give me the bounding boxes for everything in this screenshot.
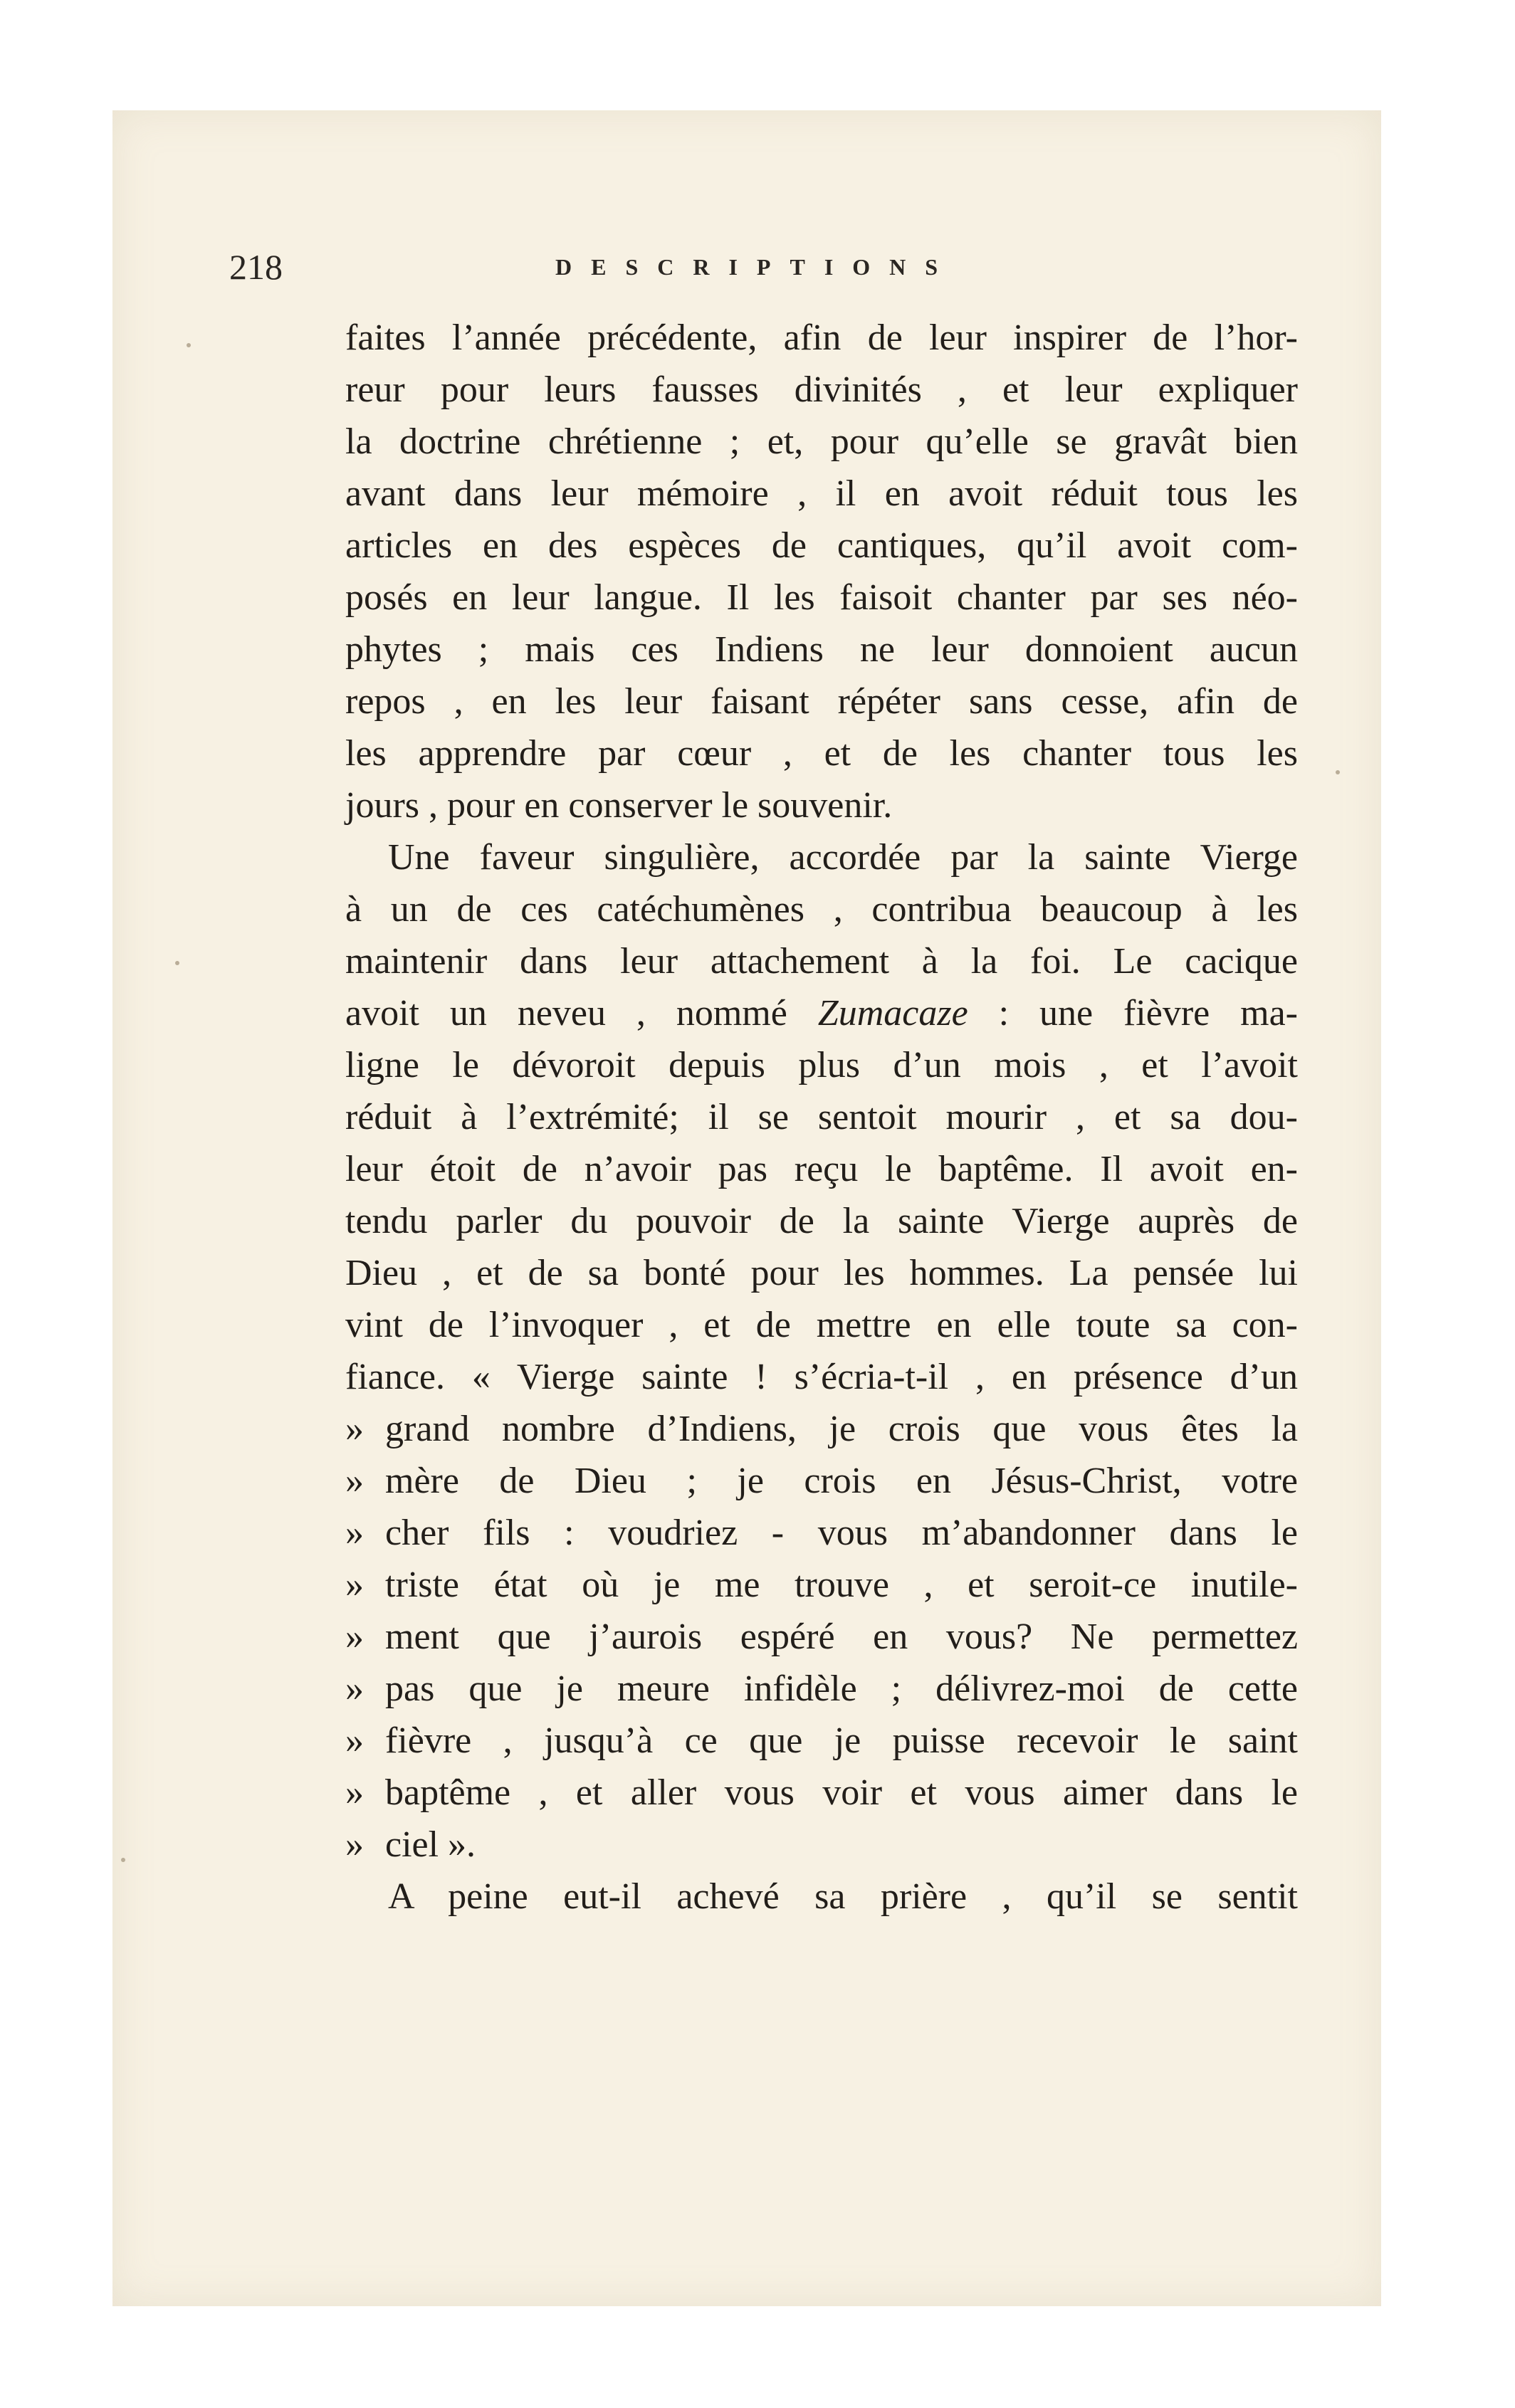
text-line: les apprendre par cœur , et de les chanter tous les <box>345 733 1298 774</box>
text-line: avant dans leur mémoire , il en avoit réduit tous les <box>345 473 1298 514</box>
text-line: jours , pour en conserver le souvenir. <box>345 785 893 826</box>
quote-text: cher fils : voudriez - vous m’abandonner dans le <box>385 1513 1298 1553</box>
text-line: la doctrine chrétienne ; et, pour qu’elle se gravât bien <box>345 421 1298 462</box>
quote-text: ment que j’aurois espéré en vous? Ne permettez <box>385 1616 1298 1657</box>
paper-speck <box>187 343 191 347</box>
person-name: Zumacaze <box>817 993 968 1034</box>
quote-text: triste état où je me trouve , et seroit-ce inutile- <box>385 1565 1298 1605</box>
text-line: vint de l’invoquer , et de mettre en elle toute sa con- <box>345 1305 1298 1345</box>
text-line: tendu parler du pouvoir de la sainte Vierge auprès de <box>345 1201 1298 1241</box>
quote-mark: » <box>345 1824 364 1865</box>
quote-line <box>345 1767 1298 1819</box>
quote-mark: » <box>345 1616 364 1657</box>
quote-line <box>345 1819 1298 1871</box>
quote-mark: » <box>345 1461 364 1501</box>
quote-line <box>345 1403 1298 1455</box>
quote-line <box>345 1715 1298 1767</box>
running-title: DESCRIPTIONS <box>555 254 958 280</box>
text-line: ligne le dévoroit depuis plus d’un mois , et l’avoit <box>345 1045 1298 1085</box>
quote-line <box>345 1455 1298 1507</box>
quote-line <box>345 1611 1298 1663</box>
quote-text: pas que je meure infidèle ; délivrez-moi de cette <box>385 1668 1298 1709</box>
quote-mark: » <box>345 1772 364 1813</box>
quote-line <box>345 1663 1298 1715</box>
quote-text: fièvre , jusqu’à ce que je puisse recevoir le saint <box>385 1720 1298 1761</box>
text-line: Une faveur singulière, accordée par la sainte Vierge <box>388 837 1298 878</box>
text-line: maintenir dans leur attachement à la foi. Le cacique <box>345 941 1298 982</box>
text-segment: : une fièvre ma- <box>968 993 1298 1034</box>
text-line: réduit à l’extrémité; il se sentoit mourir , et sa dou- <box>345 1097 1298 1137</box>
text-line: posés en leur langue. Il les faisoit chanter par ses néo- <box>345 577 1298 618</box>
text-line: articles en des espèces de cantiques, qu’il avoit com- <box>345 525 1298 566</box>
text-line <box>345 987 1298 1039</box>
text-line: leur étoit de n’avoir pas reçu le baptême. Il avoit en- <box>345 1149 1298 1189</box>
quote-mark: » <box>345 1513 364 1553</box>
quote-mark: » <box>345 1720 364 1761</box>
page-body <box>345 312 1298 1923</box>
paper-speck <box>1336 770 1340 774</box>
quote-line <box>345 1559 1298 1611</box>
text-line: fiance. « Vierge sainte ! s’écria-t-il , en présence d’un <box>345 1357 1298 1397</box>
quote-mark: » <box>345 1409 364 1449</box>
page-number: 218 <box>229 247 283 287</box>
quote-text: grand nombre d’Indiens, je crois que vous êtes la <box>385 1409 1298 1449</box>
text-line: repos , en les leur faisant répéter sans cesse, afin de <box>345 681 1298 722</box>
paper-speck <box>175 961 179 965</box>
page-header <box>229 246 1297 288</box>
text-line: A peine eut-il achevé sa prière , qu’il se sentit <box>388 1876 1298 1917</box>
quote-mark: » <box>345 1668 364 1709</box>
text-line: à un de ces catéchumènes , contribua beaucoup à les <box>345 889 1298 930</box>
quote-text: ciel ». <box>385 1824 476 1865</box>
quote-text: mère de Dieu ; je crois en Jésus-Christ, votre <box>385 1461 1298 1501</box>
text-line: phytes ; mais ces Indiens ne leur donnoient aucun <box>345 629 1298 670</box>
text-line: Dieu , et de sa bonté pour les hommes. La pensée lui <box>345 1253 1298 1293</box>
text-line: reur pour leurs fausses divinités , et leur expliquer <box>345 369 1298 410</box>
quote-mark: » <box>345 1565 364 1605</box>
paper-speck <box>121 1858 125 1862</box>
quote-text: baptême , et aller vous voir et vous aimer dans le <box>385 1772 1298 1813</box>
text-segment: avoit un neveu , nommé <box>345 993 818 1034</box>
quote-line <box>345 1507 1298 1559</box>
text-line: faites l’année précédente, afin de leur inspirer de l’hor- <box>345 317 1298 358</box>
